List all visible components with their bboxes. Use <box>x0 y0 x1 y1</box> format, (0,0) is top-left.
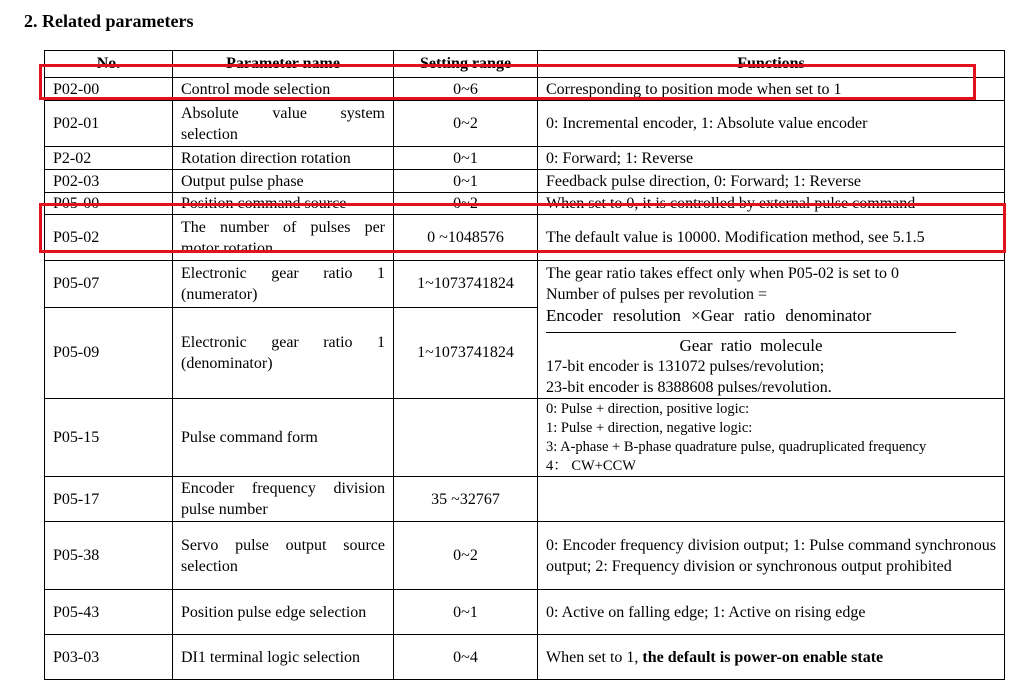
param-no: P03-03 <box>45 635 173 680</box>
pulse-form-function <box>538 399 1005 477</box>
gear-ratio-note: The gear ratio takes effect only when P05-02 is set to 0 <box>546 265 899 282</box>
table-row <box>45 261 1005 308</box>
param-function: When set to 0, it is controlled by external pulse command <box>538 193 1005 215</box>
param-no: P05-15 <box>45 399 173 477</box>
param-function: Corresponding to position mode when set to 1 <box>538 78 1005 101</box>
param-name: Electronic gear ratio 1 (denominator) <box>173 307 394 398</box>
table-header-row <box>45 51 1005 78</box>
param-range: 0~2 <box>394 101 538 147</box>
table-row <box>45 193 1005 215</box>
table-row <box>45 101 1005 147</box>
param-name: Absolute value system selection <box>173 101 394 147</box>
param-name: Encoder frequency division pulse number <box>173 477 394 522</box>
table-row <box>45 635 1005 680</box>
table-row <box>45 78 1005 101</box>
param-function: The default value is 10000. Modification method, see 5.1.5 <box>538 215 1005 261</box>
param-no: P05-00 <box>45 193 173 215</box>
param-range: 0~1 <box>394 147 538 170</box>
table-row <box>45 147 1005 170</box>
param-function <box>538 477 1005 522</box>
param-name: DI1 terminal logic selection <box>173 635 394 680</box>
param-function: 0: Encoder frequency division output; 1: Pulse command synchronous output; 2: Frequency division or synchronous output prohibited <box>538 522 1005 590</box>
pulses-per-revolution-label: Number of pulses per revolution = <box>546 286 767 303</box>
gear-ratio-function <box>538 261 1005 399</box>
table-row <box>45 522 1005 590</box>
param-no: P02-03 <box>45 170 173 193</box>
table-row <box>45 590 1005 635</box>
pulse-form-option: 3: A-phase + B-phase quadrature pulse, quadruplicated frequency <box>546 438 927 455</box>
formula-denominator: Gear ratio molecule <box>679 336 823 355</box>
param-no: P05-17 <box>45 477 173 522</box>
param-function: 0: Incremental encoder, 1: Absolute value encoder <box>538 101 1005 147</box>
param-name: Position command source <box>173 193 394 215</box>
param-no: P05-09 <box>45 307 173 398</box>
formula-numerator: Encoder resolution ×Gear ratio denominator <box>546 305 956 333</box>
param-no: P05-38 <box>45 522 173 590</box>
pulse-form-option: 1: Pulse + direction, negative logic: <box>546 419 753 436</box>
param-no: P02-00 <box>45 78 173 101</box>
table-row <box>45 399 1005 477</box>
param-no: P05-07 <box>45 261 173 308</box>
param-range: 0~2 <box>394 522 538 590</box>
param-name: Servo pulse output source selection <box>173 522 394 590</box>
param-no: P2-02 <box>45 147 173 170</box>
table-row <box>45 215 1005 261</box>
function-bold-text: the default is power-on enable state <box>642 648 884 666</box>
parameters-table <box>44 50 1005 680</box>
param-range: 0~4 <box>394 635 538 680</box>
param-no: P05-02 <box>45 215 173 261</box>
param-range: 0~2 <box>394 193 538 215</box>
column-header-no: No. <box>45 51 173 78</box>
param-range <box>394 399 538 477</box>
column-header-functions: Functions <box>538 51 1005 78</box>
param-function: 0: Active on falling edge; 1: Active on rising edge <box>538 590 1005 635</box>
param-no: P02-01 <box>45 101 173 147</box>
encoder-23bit-note: 23-bit encoder is 8388608 pulses/revolution. <box>546 379 832 396</box>
param-function <box>538 635 1005 680</box>
param-range: 1~1073741824 <box>394 307 538 398</box>
encoder-17bit-note: 17-bit encoder is 131072 pulses/revolution; <box>546 358 825 375</box>
param-range: 0~6 <box>394 78 538 101</box>
param-function: 0: Forward; 1: Reverse <box>538 147 1005 170</box>
param-name: Pulse command form <box>173 399 394 477</box>
param-name: Output pulse phase <box>173 170 394 193</box>
table-row <box>45 170 1005 193</box>
param-name: Position pulse edge selection <box>173 590 394 635</box>
param-name: Control mode selection <box>173 78 394 101</box>
param-range: 35 ~32767 <box>394 477 538 522</box>
pulse-form-option: 4： CW+CCW <box>546 457 636 474</box>
param-range: 0~1 <box>394 590 538 635</box>
table-row <box>45 477 1005 522</box>
function-plain-text: When set to 1, <box>546 648 643 666</box>
param-name: The number of pulses per motor rotation <box>173 215 394 261</box>
param-name: Rotation direction rotation <box>173 147 394 170</box>
param-range: 1~1073741824 <box>394 261 538 308</box>
column-header-setting-range: Setting range <box>394 51 538 78</box>
param-range: 0~1 <box>394 170 538 193</box>
pulse-form-option: 0: Pulse + direction, positive logic: <box>546 400 750 417</box>
param-function: Feedback pulse direction, 0: Forward; 1: Reverse <box>538 170 1005 193</box>
param-range: 0 ~1048576 <box>394 215 538 261</box>
section-heading: 2. Related parameters <box>24 11 194 31</box>
param-name: Electronic gear ratio 1 (numerator) <box>173 261 394 308</box>
param-no: P05-43 <box>45 590 173 635</box>
column-header-parameter-name: Parameter name <box>173 51 394 78</box>
